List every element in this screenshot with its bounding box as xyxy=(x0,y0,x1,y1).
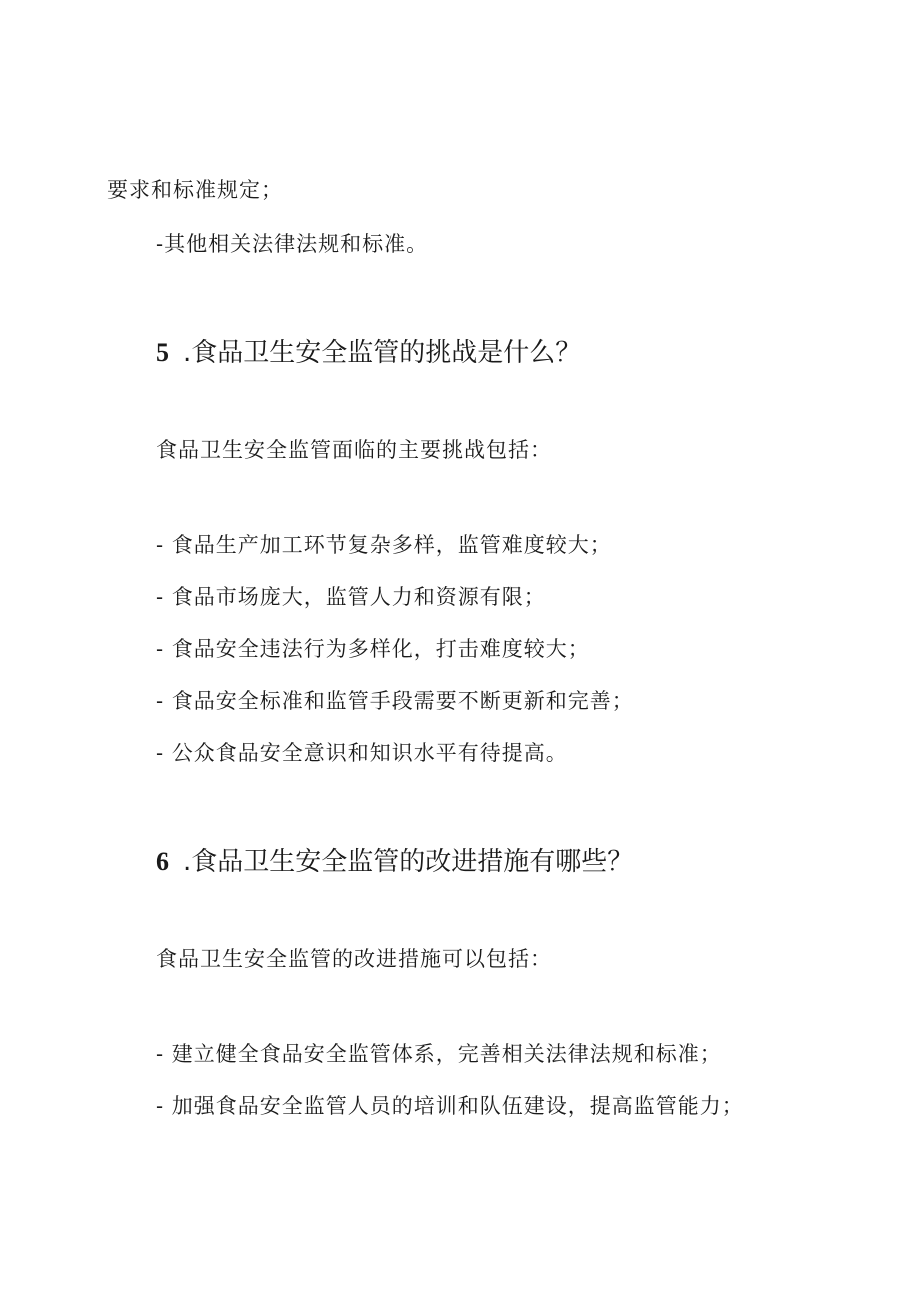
section-6-item: - 加强食品安全监管人员的培训和队伍建设，提高监管能力； xyxy=(156,1094,744,1118)
section-5-title: .食品卫生安全监管的挑战是什么？ xyxy=(183,338,582,368)
section-6-intro: 食品卫生安全监管的改进措施可以包括： xyxy=(156,947,552,971)
section-6-number: 6 xyxy=(156,847,169,876)
section-5-item: - 食品生产加工环节复杂多样，监管难度较大； xyxy=(156,533,612,557)
section-5-item: - 食品安全标准和监管手段需要不断更新和完善； xyxy=(156,689,634,713)
section-5-item: - 公众食品安全意识和知识水平有待提高。 xyxy=(156,741,568,765)
section-6-heading xyxy=(156,845,633,879)
section-5-item: - 食品安全违法行为多样化，打击难度较大； xyxy=(156,637,590,661)
section-6-title: .食品卫生安全监管的改进措施有哪些？ xyxy=(183,847,634,877)
section-6-item: - 建立健全食品安全监管体系，完善相关法律法规和标准； xyxy=(156,1042,722,1066)
section-5-item: - 食品市场庞大，监管人力和资源有限； xyxy=(156,585,546,609)
section-5-intro: 食品卫生安全监管面临的主要挑战包括： xyxy=(156,438,552,462)
continuation-list-item: -其他相关法律法规和标准。 xyxy=(156,232,429,256)
section-5-number: 5 xyxy=(156,338,169,367)
continuation-text: 要求和标准规定； xyxy=(107,178,283,202)
section-5-heading xyxy=(156,336,581,370)
